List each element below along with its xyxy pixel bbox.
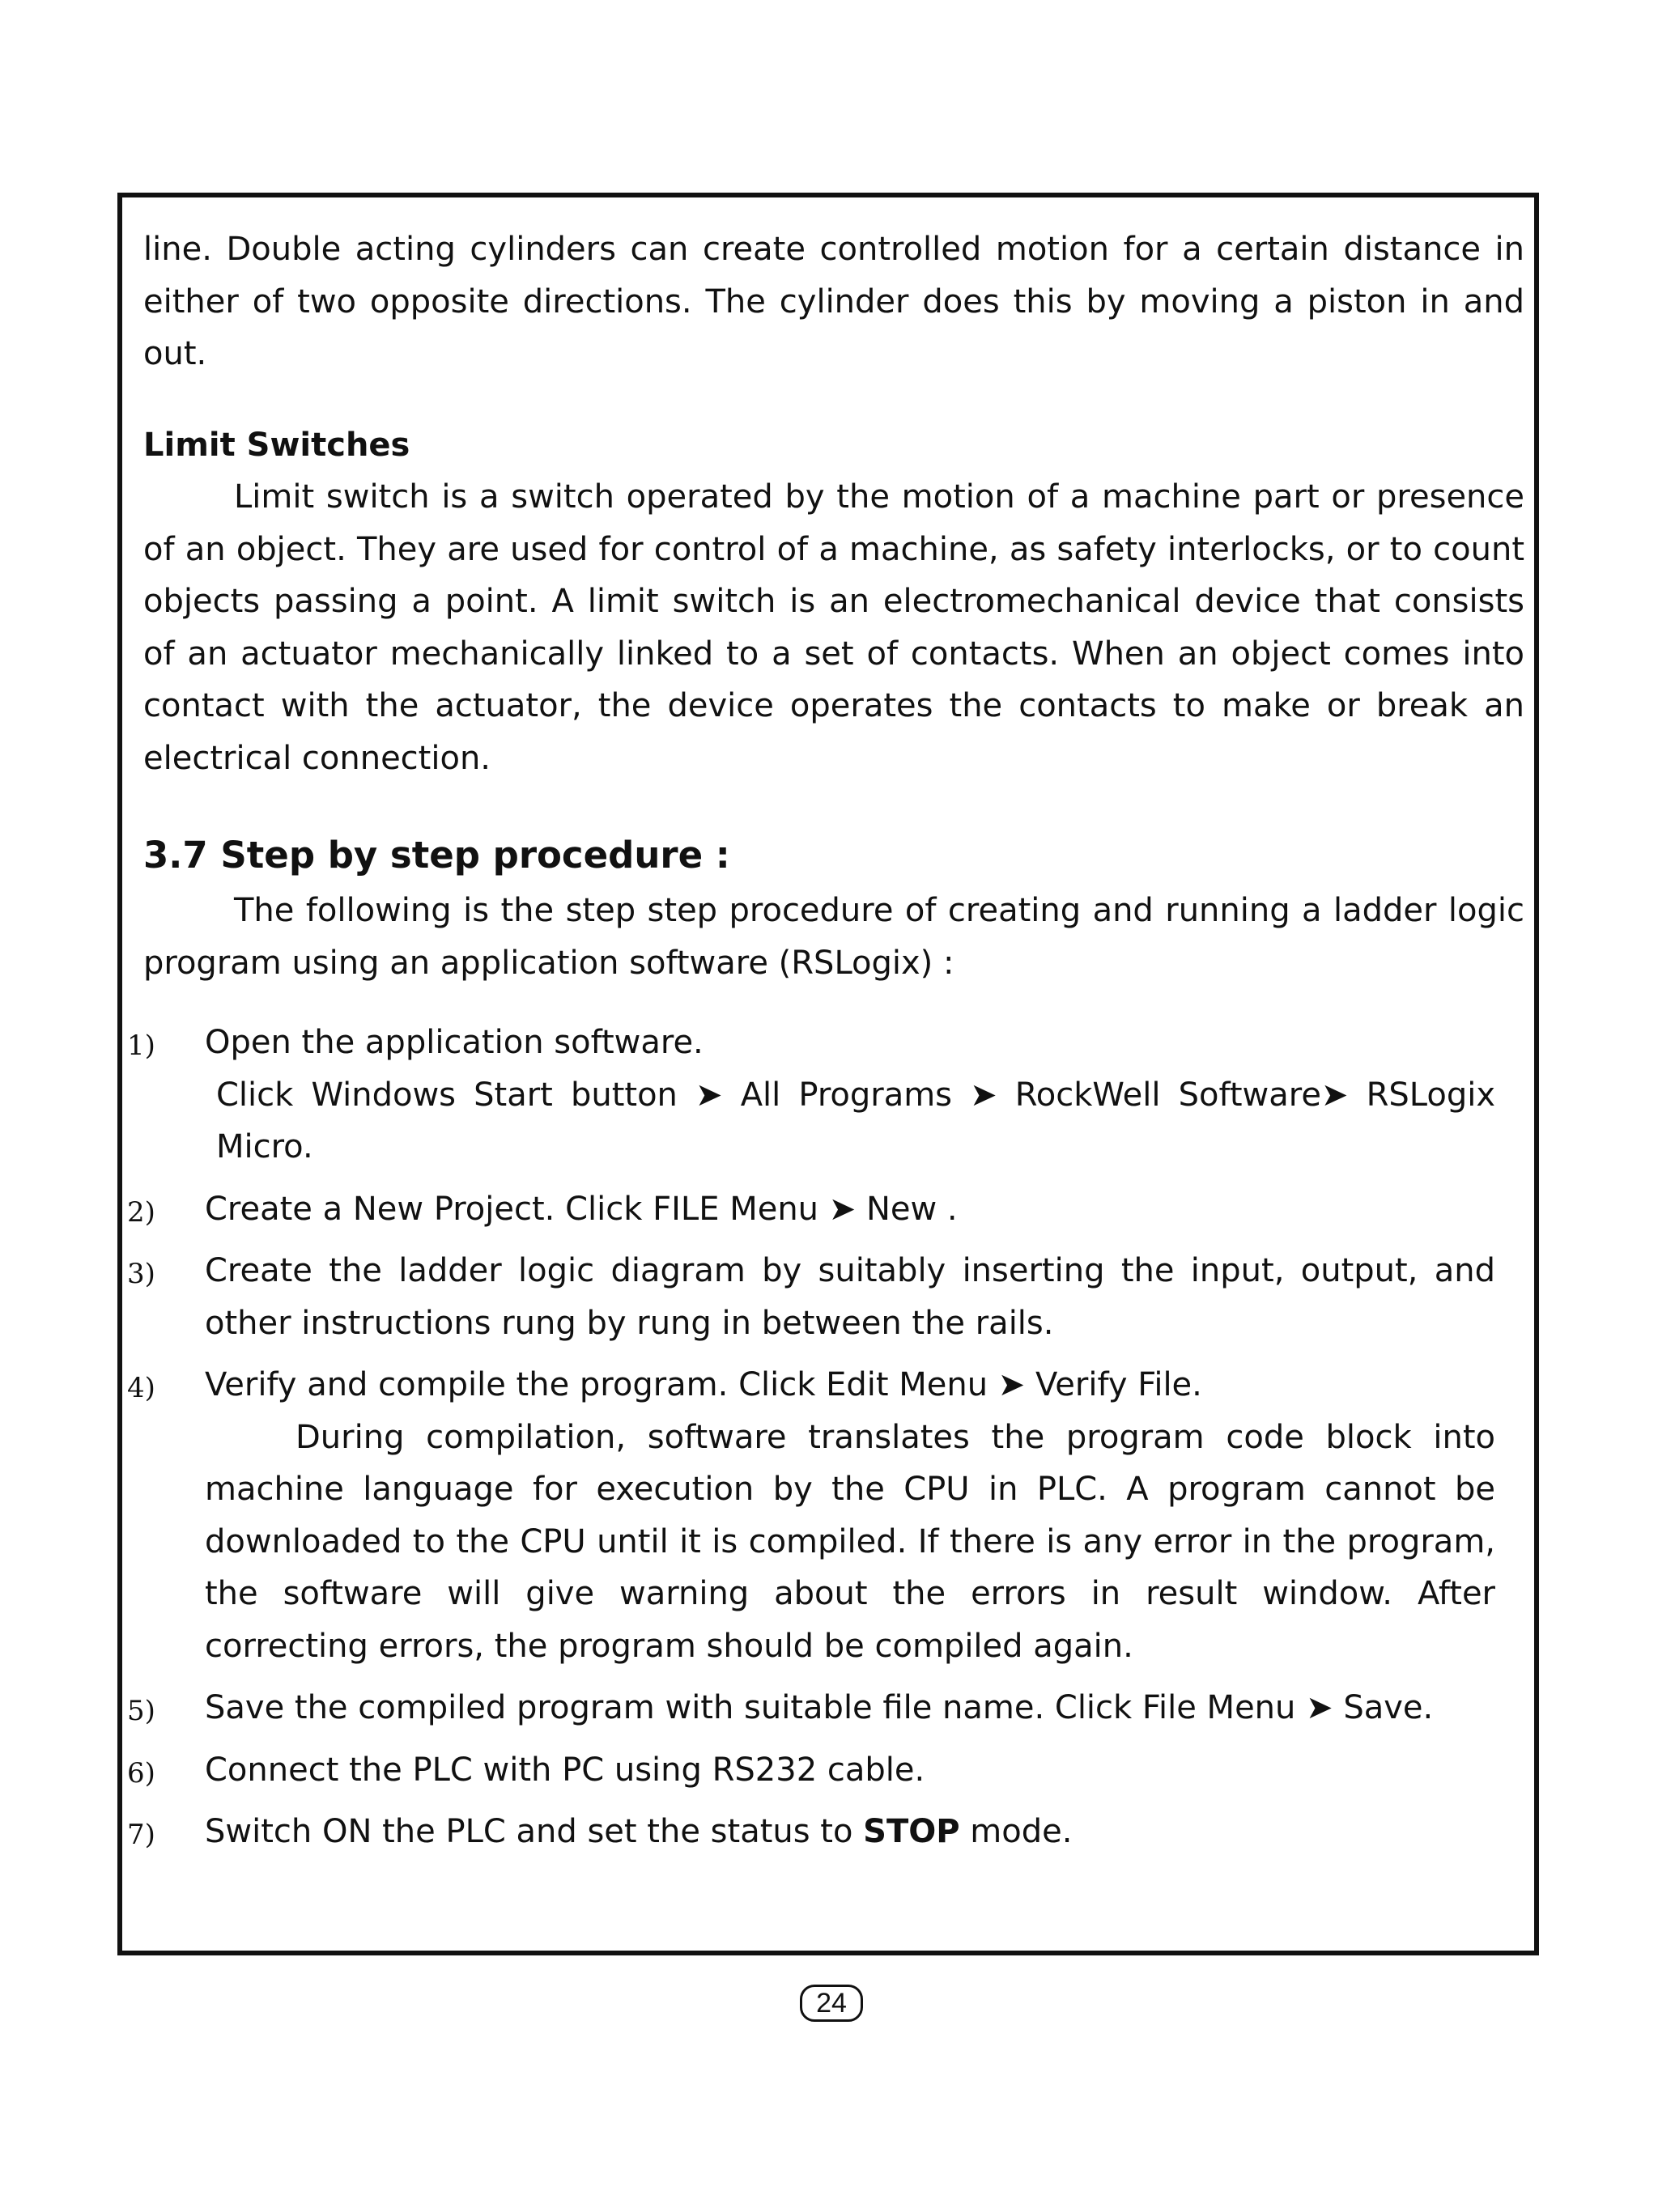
step-detail: During compilation, software translates the program code block into machine language for execution by the CPU in PLC. A program cannot be downloaded to the CPU until it is compiled. If there is any error in the program, the software will give warning about the errors in result window. After correcting errors, the program should be compiled again. (205, 1418, 1495, 1665)
step-text: Verify and compile the program. Click Edit Menu ➤ Verify File. (205, 1366, 1202, 1403)
list-item (127, 1806, 1495, 1858)
list-item (127, 1359, 1495, 1672)
limit-switches-paragraph: Limit switch is a switch operated by the motion of a machine part or presence of an object. They are used for control of a machine, as safety interlocks, or to count objects passing a point. A limit switch is an electromechanical device that consists of an actuator mechanically linked to a set of contacts. When an object comes into contact with the actuator, the device operates the contacts to make or break an electrical connection. (143, 478, 1524, 777)
step-text: Create a New Project. Click FILE Menu ➤ New . (205, 1190, 958, 1228)
list-item (127, 1245, 1495, 1349)
limit-switches-heading: Limit Switches (143, 426, 410, 464)
list-item (127, 1183, 1495, 1236)
stop-mode-label: STOP (863, 1813, 960, 1850)
step-number: 3) (127, 1258, 155, 1290)
section-intro-paragraph: The following is the step step procedure of creating and running a ladder logic program using an application software (RSLogix) : (143, 892, 1524, 982)
page-content (127, 223, 1524, 1868)
list-item (127, 1744, 1495, 1797)
page-frame (117, 193, 1539, 1955)
step-text: Connect the PLC with PC using RS232 cable. (205, 1751, 925, 1789)
list-item (127, 1017, 1495, 1174)
intro-paragraph: line. Double acting cylinders can create controlled motion for a certain distance in either of two opposite directions. The cylinder does this by moving a piston in and out. (143, 231, 1524, 372)
page-number: 24 (800, 1985, 863, 2022)
list-item (127, 1682, 1495, 1734)
step-text-before: Switch ON the PLC and set the status to (205, 1813, 864, 1850)
procedure-steps-list (127, 1017, 1495, 1858)
step-number: 6) (127, 1756, 155, 1790)
step-number: 5) (127, 1695, 155, 1727)
step-number: 2) (127, 1195, 155, 1229)
step-text: Open the application software. (205, 1024, 704, 1061)
step-text-after: mode. (959, 1813, 1073, 1850)
step-number: 4) (127, 1372, 155, 1404)
step-text: Save the compiled program with suitable file name. Click File Menu ➤ Save. (205, 1689, 1434, 1726)
step-number: 1) (127, 1030, 155, 1062)
step-number: 7) (127, 1819, 155, 1851)
step-text (205, 1806, 1495, 1858)
section-heading: 3.7 Step by step procedure : (143, 834, 730, 877)
step-detail: Click Windows Start button ➤ All Programs ➤ RockWell Software➤ RSLogix Micro. (216, 1076, 1495, 1165)
step-text: Create the ladder logic diagram by suitably inserting the input, output, and other instructions rung by rung in between the rails. (205, 1252, 1495, 1342)
